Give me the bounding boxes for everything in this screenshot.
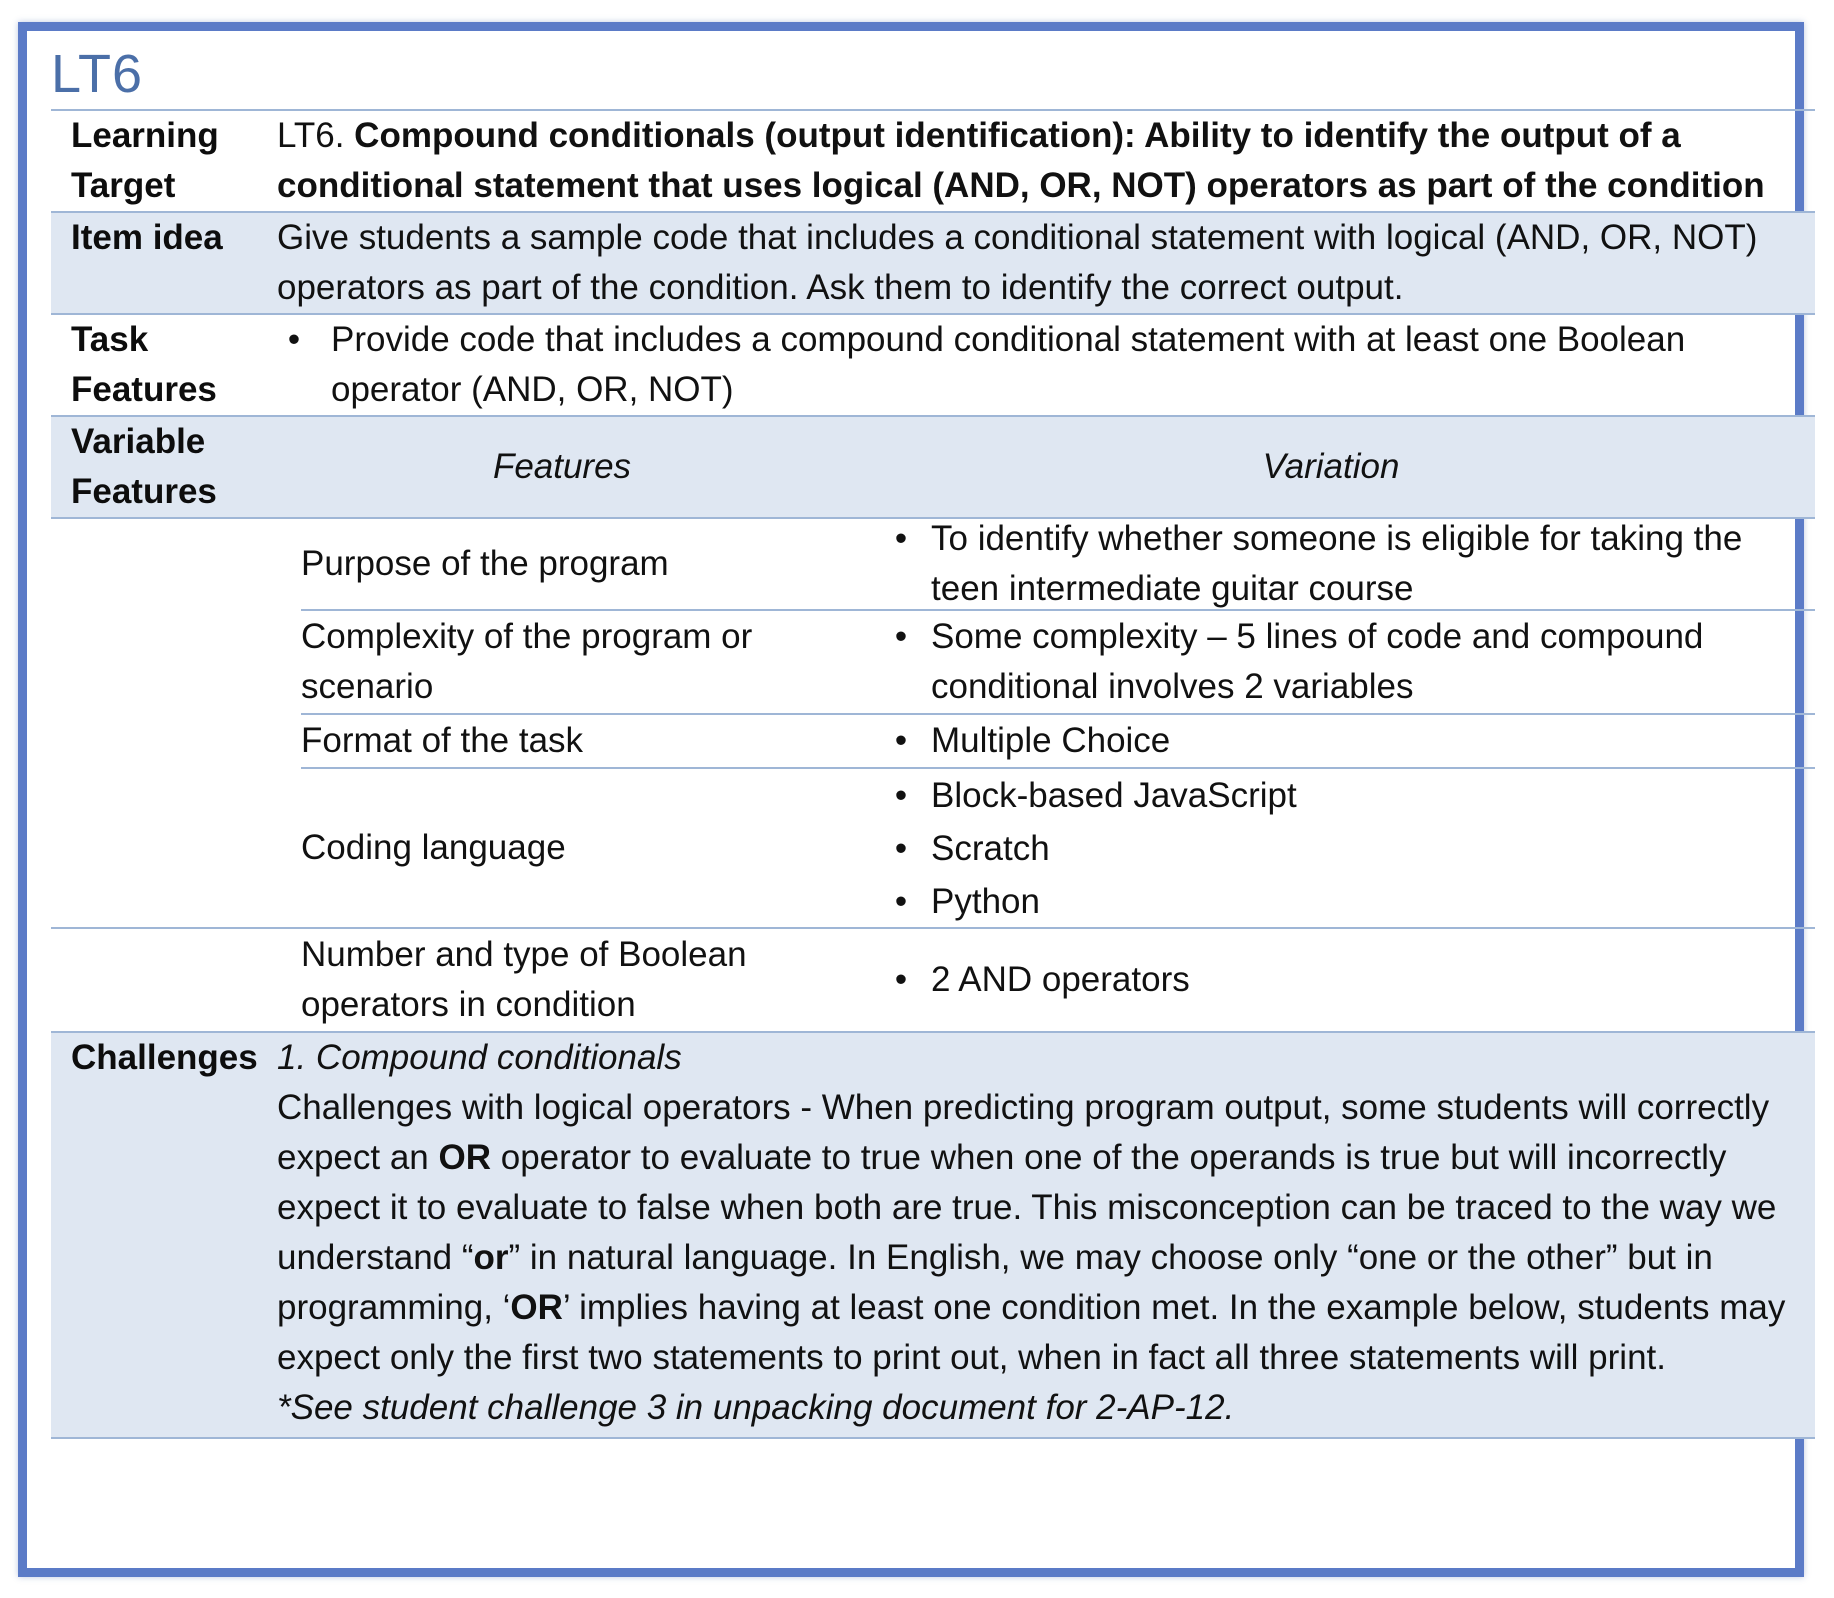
bullet-icon: • [287,320,301,359]
variable-features-list [301,715,1815,767]
column-header-variation: Variation [1262,447,1400,486]
challenge-paragraph: Challenges with logical operators - When predicting program output, some students will correctly expect an OR operator to evaluate to true when one of the operands is true but will incorrectly expect it to evaluate to false when both are true. This misconception can be traced to the way we understand “or” in natural language. In English, we may choose only “one or the other” but in programming, ‘OR’ implies having at least one condition met. In the example below, students may expect only the first two statements to print out, when in fact all three statements will print. [277,1088,1786,1377]
page-title: LT6 [51,44,144,104]
bullet-icon: • [894,775,908,815]
list-item: • Some complexity – 5 lines of code and compound conditional involves 2 variables [871,612,1795,712]
row-label: Variable Features [71,422,217,511]
variable-features-list [301,769,1815,927]
learning-target-text: LT6. Compound conditionals (output identification): Ability to identify the output of a conditional statement that uses logical (AND, OR, NOT) operators as part of the condition [277,116,1765,205]
row-label: Challenges [71,1038,258,1077]
item-idea-row [51,213,1815,313]
task-features-row [51,315,1815,415]
document-frame [18,22,1804,1577]
list-item: • Provide code that includes a compound conditional statement with at least one Boolean operator (AND, OR, NOT) [257,315,1795,415]
bullet-icon: • [894,617,908,656]
list-item: • 2 AND operators [871,955,1795,1005]
item-idea-text: Give students a sample code that includes a conditional statement with logical (AND, OR, NOT) operators as part of the condition. Ask them to identify the correct output. [277,218,1758,307]
feature-cell: Complexity of the program or scenario [301,617,753,706]
table-row [301,611,1815,713]
list-item: • Block-based JavaScript [871,769,1795,822]
feature-cell: Coding language [301,828,566,867]
variation-cell [871,716,1815,766]
bullet-icon: • [894,960,908,999]
row-label: Task Features [71,320,217,409]
feature-cell: Purpose of the program [301,544,669,583]
list-item: • Multiple Choice [871,716,1795,766]
column-header-features: Features [492,447,632,486]
table-row [301,519,1815,609]
feature-cell: Number and type of Boolean operators in condition [301,935,747,1024]
variation-cell [871,612,1815,712]
learning-target-table [51,109,1815,1439]
variable-features-list [301,929,1815,1031]
row-label: Learning Target [71,116,219,205]
bullet-icon: • [894,519,908,558]
task-features-list [257,315,1815,415]
divider [51,1437,1815,1439]
variable-features-header [277,417,1815,517]
variation-cell [871,769,1815,928]
variation-cell [871,514,1815,614]
bullet-icon: • [894,828,908,868]
variable-features-list [301,519,1815,609]
bullet-icon: • [894,881,908,921]
challenge-note: *See student challenge 3 in unpacking document for 2-AP-12. [277,1388,1235,1427]
table-row [301,715,1815,767]
challenges-row [51,1033,1815,1437]
list-item: • To identify whether someone is eligible for taking the teen intermediate guitar course [871,514,1795,614]
row-label: Item idea [71,218,223,257]
learning-target-row [51,111,1815,211]
table-row [301,929,1815,1031]
challenge-heading: 1. Compound conditionals [277,1038,682,1077]
list-item: • Scratch [871,822,1795,875]
variable-features-row [51,417,1815,517]
feature-cell: Format of the task [301,721,584,760]
challenges-text [277,1033,1815,1433]
bullet-icon: • [894,721,908,760]
variable-features-list [301,611,1815,713]
list-item: • Python [871,875,1795,928]
table-row [301,769,1815,927]
variation-cell [871,955,1815,1005]
